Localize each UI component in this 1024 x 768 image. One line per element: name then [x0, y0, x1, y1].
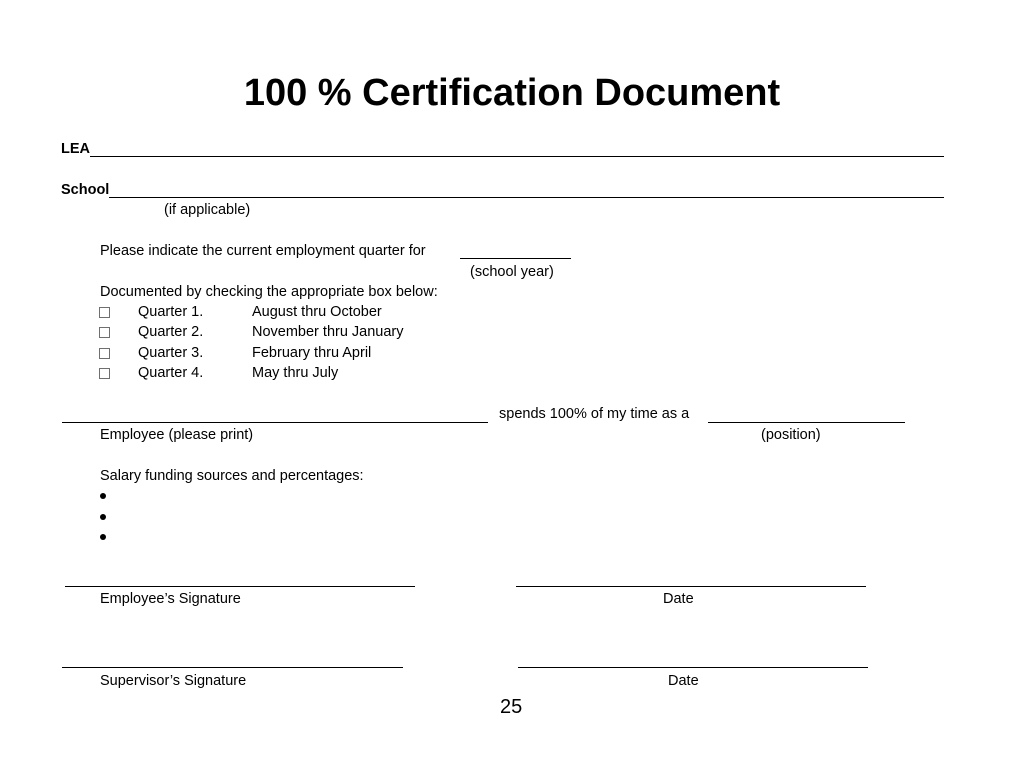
quarter-2-label: Quarter 2. — [138, 324, 204, 340]
employee-caption: Employee (please print) — [100, 427, 254, 443]
quarter-4-checkbox[interactable] — [99, 368, 110, 379]
supervisor-signature-line[interactable] — [62, 667, 403, 668]
quarter-1-label: Quarter 1. — [138, 304, 204, 320]
quarter-4-label: Quarter 4. — [138, 365, 204, 381]
employee-signature-caption: Employee’s Signature — [100, 591, 241, 607]
supervisor-date-line[interactable] — [518, 667, 868, 668]
lea-label: LEA — [61, 141, 90, 157]
funding-heading: Salary funding sources and percentages: — [100, 468, 364, 484]
school-year-input-line[interactable] — [460, 258, 571, 259]
quarter-4-months: May thru July — [252, 365, 339, 381]
funding-bullet-3 — [100, 534, 106, 540]
quarter-3-label: Quarter 3. — [138, 345, 204, 361]
school-year-note: (school year) — [470, 264, 554, 280]
employee-date-caption: Date — [663, 591, 694, 607]
employee-signature-line[interactable] — [65, 586, 415, 587]
position-caption: (position) — [761, 427, 821, 443]
school-note: (if applicable) — [164, 202, 251, 218]
funding-bullet-2 — [100, 514, 106, 520]
quarter-prompt: Please indicate the current employment quarter for — [100, 243, 426, 259]
quarter-1-months: August thru October — [252, 304, 382, 320]
page-number: 25 — [500, 696, 523, 718]
quarter-1-checkbox[interactable] — [99, 307, 110, 318]
employee-date-line[interactable] — [516, 586, 866, 587]
funding-bullet-1 — [100, 493, 106, 499]
position-input-line[interactable] — [708, 422, 905, 423]
school-label: School — [61, 182, 110, 198]
quarter-instruction: Documented by checking the appropriate box below: — [100, 284, 438, 300]
quarter-2-checkbox[interactable] — [99, 327, 110, 338]
employee-name-input-line[interactable] — [62, 422, 488, 423]
quarter-3-checkbox[interactable] — [99, 348, 110, 359]
page-title: 100 % Certification Document — [243, 72, 781, 114]
quarter-2-months: November thru January — [252, 324, 404, 340]
quarter-3-months: February thru April — [252, 345, 372, 361]
statement-text: spends 100% of my time as a — [499, 406, 690, 422]
school-input-line[interactable] — [109, 197, 944, 198]
lea-input-line[interactable] — [90, 156, 944, 157]
supervisor-date-caption: Date — [668, 673, 699, 689]
supervisor-signature-caption: Supervisor’s Signature — [100, 673, 247, 689]
